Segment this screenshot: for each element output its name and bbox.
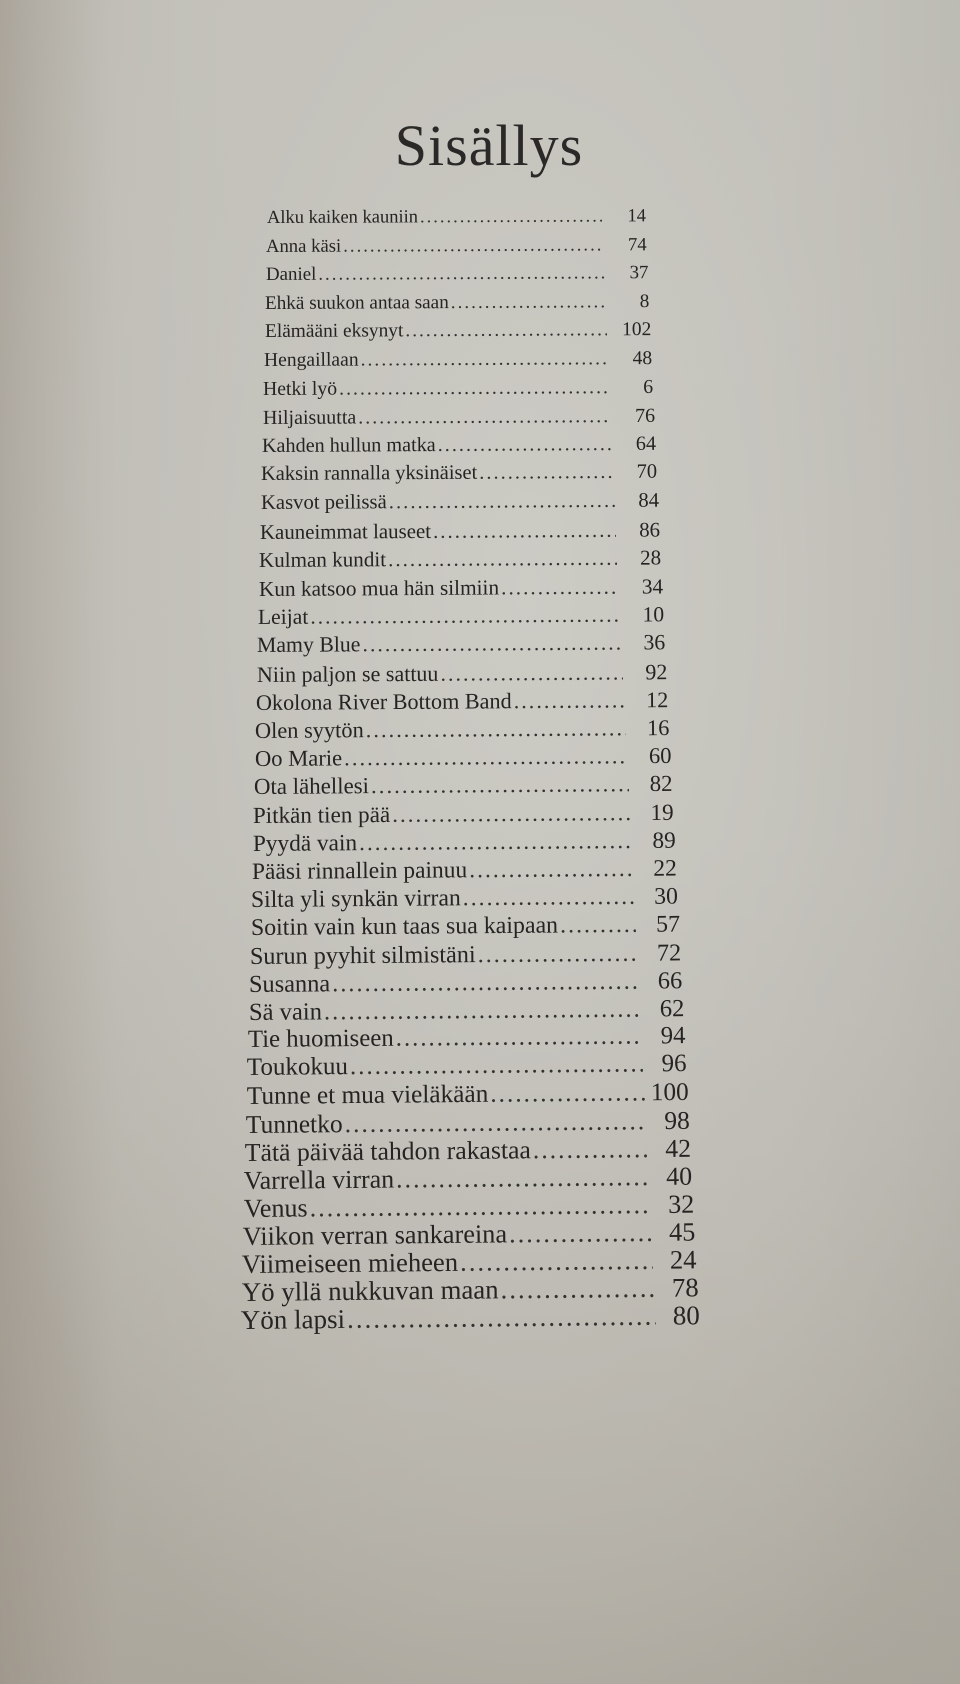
- toc-entry-title: Soitin vain kun taas sua kaipaan: [250, 912, 558, 941]
- dot-leader: [478, 939, 638, 968]
- toc-entry-page-number: 14: [627, 205, 646, 226]
- dot-leader: [405, 320, 607, 343]
- dot-leader: [347, 1301, 656, 1335]
- toc-entry-page-number: 57: [655, 911, 680, 938]
- dot-leader: [451, 291, 606, 314]
- toc-entry: [254, 771, 673, 800]
- toc-entry-title: Yön lapsi: [240, 1303, 346, 1335]
- toc-entry-page-number: 62: [659, 994, 685, 1022]
- toc-entry: [261, 461, 657, 486]
- toc-entry-title: Okolona River Bottom Band: [255, 688, 512, 715]
- toc-entry: [263, 376, 653, 401]
- toc-entry: [260, 518, 660, 545]
- toc-entry: [256, 687, 669, 716]
- dot-leader: [490, 1079, 645, 1109]
- toc-entry-page-number: 16: [647, 715, 670, 741]
- toc-entry-page-number: 102: [621, 319, 651, 341]
- toc-entry: [252, 855, 677, 885]
- toc-entry: [257, 659, 668, 688]
- toc-entry-page-number: 89: [652, 827, 676, 854]
- toc-entry: [250, 911, 679, 942]
- toc-entry-page-number: 19: [650, 799, 675, 826]
- toc-entry-page-number: 64: [635, 432, 657, 455]
- toc-entry-title: Toukokuu: [246, 1053, 349, 1082]
- toc-entry-title: Ota lähellesi: [253, 773, 370, 800]
- toc-entry: [250, 939, 681, 971]
- toc-entry-page-number: 6: [643, 376, 654, 399]
- toc-entry: [251, 883, 678, 914]
- toc-entry: [267, 206, 646, 229]
- toc-entry: [261, 489, 659, 514]
- toc-entry: [253, 799, 674, 829]
- dot-leader: [514, 687, 625, 714]
- toc-entry-title: Kun katsoo mua hän silmiin: [258, 575, 499, 601]
- toc-entry-title: Tunne et mua vieläkään: [246, 1080, 488, 1111]
- toc-entry: [264, 348, 652, 372]
- toc-entry-title: Kahden hullun matka: [261, 434, 436, 458]
- dot-leader: [388, 546, 617, 572]
- toc-entry-title: Silta yli synkän virran: [251, 884, 462, 913]
- toc-entry-page-number: 37: [629, 262, 649, 284]
- toc-entry: [264, 319, 650, 343]
- toc-entry: [253, 827, 676, 857]
- dot-leader: [359, 828, 632, 857]
- toc-entry-title: Kulman kundit: [259, 547, 387, 573]
- toc-entry-page-number: 10: [642, 602, 665, 627]
- dot-leader: [361, 348, 609, 371]
- toc-entry-title: Viikon verran sankareina: [242, 1218, 508, 1251]
- toc-entry-page-number: 94: [660, 1022, 686, 1050]
- toc-entry-page-number: 98: [664, 1105, 690, 1136]
- toc-entry-title: Anna käsi: [266, 235, 342, 257]
- toc-entry-title: Tie huomiseen: [247, 1025, 394, 1054]
- toc-entry-page-number: 74: [628, 234, 648, 256]
- toc-entry: [255, 715, 670, 744]
- toc-entry: [249, 967, 683, 999]
- toc-entry: [241, 1300, 700, 1336]
- toc-entry: [259, 574, 663, 602]
- toc-entry-title: Venus: [243, 1193, 308, 1223]
- toc-entry-title: Tunnetko: [245, 1109, 343, 1140]
- toc-entry: [257, 631, 665, 659]
- toc-entry-page-number: 8: [639, 290, 650, 313]
- toc-entry-page-number: 30: [654, 883, 679, 910]
- toc-entry-page-number: 96: [661, 1050, 687, 1078]
- toc-entry-title: Oo Marie: [254, 745, 342, 772]
- toc-entry-page-number: 32: [667, 1189, 695, 1219]
- toc-entry-title: Hetki lyö: [263, 377, 338, 401]
- toc-entry-title: Alku kaiken kauniin: [266, 206, 419, 228]
- toc-entry-page-number: 66: [658, 966, 683, 995]
- toc-entry-title: Daniel: [265, 264, 317, 286]
- toc-entry-title: Varrella virran: [244, 1164, 395, 1195]
- dot-leader: [363, 631, 622, 658]
- toc-entry-page-number: 28: [640, 545, 662, 571]
- dot-leader: [344, 743, 628, 771]
- toc-entry-page-number: 22: [653, 855, 677, 882]
- dot-leader: [388, 490, 614, 514]
- toc-entry-title: Kaksin rannalla yksinäiset: [261, 462, 478, 486]
- toc-entry: [266, 234, 647, 258]
- toc-entry: [263, 405, 655, 430]
- toc-entry-page-number: 40: [666, 1161, 693, 1191]
- toc-entry-page-number: 24: [670, 1244, 698, 1276]
- dot-leader: [371, 772, 629, 800]
- dot-leader: [501, 574, 619, 600]
- toc-entry-page-number: 86: [639, 517, 661, 542]
- toc-entry-title: Sä vain: [248, 997, 322, 1026]
- dot-leader: [463, 883, 634, 911]
- toc-entry-page-number: 92: [644, 658, 668, 684]
- toc-entry-title: Viimeiseen mieheen: [242, 1247, 459, 1280]
- dot-leader: [350, 1051, 643, 1082]
- toc-entry-page-number: 36: [643, 630, 666, 655]
- dot-leader: [344, 234, 604, 257]
- toc-entry-page-number: 70: [636, 461, 658, 484]
- toc-entry-title: Susanna: [249, 969, 331, 998]
- toc-entry-page-number: 45: [669, 1217, 696, 1247]
- dot-leader: [392, 800, 630, 829]
- toc-entry-page-number: 82: [649, 771, 673, 797]
- toc-entry-page-number: 12: [646, 686, 669, 713]
- toc-entry-page-number: 84: [638, 489, 659, 512]
- dot-leader: [332, 967, 638, 998]
- dot-leader: [339, 376, 609, 400]
- dot-leader: [318, 263, 604, 286]
- toc-entry-title: Ehkä suukon antaa saan: [265, 291, 450, 314]
- toc-entry-title: Kauneimmat lauseet: [259, 519, 432, 545]
- toc-entry-title: Leijat: [257, 604, 309, 630]
- toc-entry-title: Hiljaisuutta: [262, 406, 357, 429]
- toc-entry-title: Pitkän tien pää: [253, 801, 391, 829]
- dot-leader: [395, 1023, 641, 1053]
- toc-entry-page-number: 72: [656, 939, 682, 967]
- toc-entry-page-number: 48: [632, 347, 653, 369]
- page-title: Sisällys: [394, 113, 584, 178]
- dot-leader: [438, 433, 612, 457]
- toc-entry-title: Surun pyyhit silmistäni: [249, 940, 476, 970]
- toc-entry-page-number: 42: [665, 1133, 692, 1163]
- toc-entry-title: Pääsi rinnallein painuu: [251, 856, 468, 885]
- dot-leader: [323, 995, 640, 1026]
- toc-entry-title: Elämääni eksynyt: [264, 320, 403, 343]
- dot-leader: [366, 715, 626, 743]
- toc-entry-title: Yö yllä nukkuvan maan: [241, 1274, 499, 1308]
- toc-entry-page-number: 60: [648, 743, 672, 769]
- toc-entry-title: Tätä päivää tahdon rakastaa: [244, 1135, 532, 1167]
- toc-entry: [262, 433, 656, 458]
- dot-leader: [420, 206, 602, 228]
- toc-entry-title: Kasvot peilissä: [260, 491, 387, 514]
- toc-entry-page-number: 34: [641, 574, 664, 599]
- toc-entry-title: Pyydä vain: [252, 829, 357, 857]
- toc-entry-title: Niin paljon se sattuu: [256, 660, 439, 687]
- toc-entry-page-number: 78: [671, 1272, 699, 1303]
- dot-leader: [533, 1134, 647, 1165]
- toc-entry: [265, 291, 650, 315]
- dot-leader: [440, 659, 623, 686]
- toc-entry: [255, 743, 672, 772]
- dot-leader: [480, 461, 614, 485]
- toc-entry-page-number: 80: [672, 1300, 700, 1331]
- toc-entry-title: Olen syytön: [255, 717, 365, 743]
- toc-entry: [259, 546, 661, 574]
- dot-leader: [469, 856, 633, 884]
- dot-leader: [433, 518, 616, 544]
- dot-leader: [358, 405, 611, 429]
- toc-entry-page-number: 100: [650, 1078, 689, 1107]
- toc-entry: [258, 602, 664, 630]
- toc-entry-title: Mamy Blue: [257, 632, 361, 658]
- dot-leader: [310, 603, 620, 630]
- dot-leader: [560, 911, 636, 939]
- toc-entry: [266, 263, 649, 287]
- toc-entry-title: Hengaillaan: [263, 349, 359, 371]
- toc-entry-page-number: 76: [634, 404, 655, 427]
